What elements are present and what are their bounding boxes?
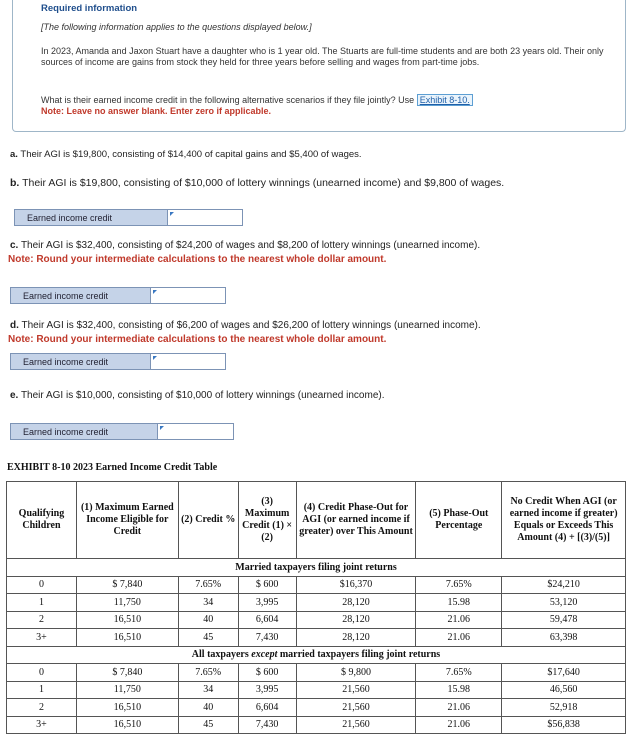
table-header-row (7, 482, 626, 559)
header-max-credit: (3) Maximum Credit (1) × (2) (238, 482, 296, 559)
answer-note: Note: Leave no answer blank. Enter zero if applicable. (41, 106, 272, 116)
question-letter: d. (10, 320, 19, 331)
table-cell: 21.06 (416, 716, 502, 734)
table-row (7, 576, 626, 594)
question-text: Their AGI is $32,400, consisting of $6,200 of wages and $26,200 of lottery winnings (unearned income). (21, 320, 481, 331)
table-cell: 46,560 (502, 681, 626, 699)
rounding-note-d: Note: Round your intermediate calculations to the nearest whole dollar amount. (8, 334, 387, 345)
table-row (7, 611, 626, 629)
header-phase-out-percent: (5) Phase-Out Percentage (416, 482, 502, 559)
table-cell: 40 (178, 699, 238, 717)
question-text: Their AGI is $10,000, consisting of $10,000 of lottery winnings (unearned income). (20, 390, 385, 401)
answer-row-e (10, 423, 234, 440)
question-letter: a. (10, 149, 18, 160)
italic-note: [The following information applies to the questions displayed below.] (41, 22, 312, 32)
table-row (7, 629, 626, 647)
table-cell: 34 (178, 681, 238, 699)
table-cell: 0 (7, 664, 77, 682)
question-text: Their AGI is $19,800, consisting of $14,400 of capital gains and $5,400 of wages. (20, 149, 362, 160)
table-cell: 21,560 (296, 699, 416, 717)
answer-label: Earned income credit (10, 287, 151, 304)
table-cell: 0 (7, 576, 77, 594)
table-cell: 3+ (7, 716, 77, 734)
required-title: Required information (41, 3, 138, 14)
table-cell: $ 600 (238, 576, 296, 594)
table-cell: 28,120 (296, 594, 416, 612)
table-cell: 52,918 (502, 699, 626, 717)
table-cell: 2 (7, 611, 77, 629)
table-cell: $24,210 (502, 576, 626, 594)
table-cell: 34 (178, 594, 238, 612)
table-cell: 63,398 (502, 629, 626, 647)
table-cell: $17,640 (502, 664, 626, 682)
table-cell: 1 (7, 594, 77, 612)
header-phase-out-start: (4) Credit Phase-Out for AGI (or earned income if greater) over This Amount (296, 482, 416, 559)
table-cell: 2 (7, 699, 77, 717)
table-cell: $ 7,840 (76, 576, 178, 594)
table-cell: 21.06 (416, 629, 502, 647)
table-cell: 45 (178, 716, 238, 734)
table-cell: 21.06 (416, 611, 502, 629)
table-cell: 45 (178, 629, 238, 647)
header-credit-percent: (2) Credit % (178, 482, 238, 559)
answer-input-b[interactable] (168, 209, 243, 226)
section-row (7, 559, 626, 577)
table-cell: 1 (7, 681, 77, 699)
scenario-paragraph: In 2023, Amanda and Jaxon Stuart have a daughter who is 1 year old. The Stuarts are full-time students and are both 23 years old. Their only sources of income are gains from stock they held for three years before selling and wages from part-time jobs. (41, 46, 604, 67)
table-cell: $ 7,840 (76, 664, 178, 682)
table-cell: 21,560 (296, 716, 416, 734)
question-letter: e. (10, 390, 19, 401)
table-cell: 16,510 (76, 629, 178, 647)
table-row (7, 699, 626, 717)
section-text: married taxpayers filing joint returns (279, 649, 441, 661)
section-text: All taxpayers (191, 649, 249, 661)
section-married-joint: Married taxpayers filing joint returns (7, 559, 626, 577)
table-cell: 6,604 (238, 611, 296, 629)
table-cell: 28,120 (296, 611, 416, 629)
question-text: Their AGI is $19,800, consisting of $10,000 of lottery winnings (unearned income) and $9,800 of wages. (22, 177, 505, 189)
table-cell: 11,750 (76, 594, 178, 612)
table-cell: 7.65% (178, 576, 238, 594)
main-question-text: What is their earned income credit in the following alternative scenarios if they file jointly? Use (41, 95, 415, 105)
table-row (7, 594, 626, 612)
table-cell: 53,120 (502, 594, 626, 612)
table-row (7, 681, 626, 699)
table-cell: $16,370 (296, 576, 416, 594)
exhibit-title: EXHIBIT 8-10 2023 Earned Income Credit Table (7, 462, 218, 473)
table-row (7, 716, 626, 734)
table-cell: 7.65% (416, 664, 502, 682)
table-cell: 16,510 (76, 611, 178, 629)
question-e (10, 390, 385, 401)
table-cell: 59,478 (502, 611, 626, 629)
section-all-except (7, 646, 626, 664)
table-cell: 40 (178, 611, 238, 629)
table-cell: 7.65% (416, 576, 502, 594)
table-cell: 3,995 (238, 594, 296, 612)
required-information-panel (12, 0, 626, 132)
header-max-earned-income: (1) Maximum Earned Income Eligible for Credit (76, 482, 178, 559)
section-row (7, 646, 626, 664)
table-row (7, 664, 626, 682)
question-c (10, 240, 480, 251)
question-d (10, 320, 481, 331)
earned-income-credit-table (6, 481, 626, 734)
answer-row-d (10, 353, 226, 370)
answer-row-c (10, 287, 226, 304)
table-cell: 6,604 (238, 699, 296, 717)
table-cell: 28,120 (296, 629, 416, 647)
rounding-note-c: Note: Round your intermediate calculations to the nearest whole dollar amount. (8, 254, 387, 265)
table-cell: $ 9,800 (296, 664, 416, 682)
table-cell: 7,430 (238, 629, 296, 647)
table-cell: 11,750 (76, 681, 178, 699)
table-cell: 21.06 (416, 699, 502, 717)
answer-label: Earned income credit (10, 423, 158, 440)
table-cell: 3+ (7, 629, 77, 647)
answer-input-d[interactable] (151, 353, 226, 370)
table-cell: $56,838 (502, 716, 626, 734)
table-cell: 16,510 (76, 699, 178, 717)
header-no-credit-amount: No Credit When AGI (or earned income if greater) Equals or Exceeds This Amount (4) + [(3)/(5)] (502, 482, 626, 559)
table-cell: 7,430 (238, 716, 296, 734)
table-cell: 21,560 (296, 681, 416, 699)
table-cell: 15.98 (416, 681, 502, 699)
table-cell: 3,995 (238, 681, 296, 699)
question-letter: c. (10, 240, 19, 251)
table-cell: 15.98 (416, 594, 502, 612)
question-a (10, 149, 362, 160)
question-text: Their AGI is $32,400, consisting of $24,200 of wages and $8,200 of lottery winnings (unearned income). (20, 240, 481, 251)
table-cell: 16,510 (76, 716, 178, 734)
main-question (41, 94, 473, 106)
answer-label: Earned income credit (10, 353, 151, 370)
question-letter: b. (10, 177, 20, 189)
answer-input-c[interactable] (151, 287, 226, 304)
question-b (10, 177, 504, 189)
answer-input-e[interactable] (158, 423, 234, 440)
section-text: except (251, 649, 278, 661)
answer-label: Earned income credit (14, 209, 168, 226)
exhibit-link[interactable]: Exhibit 8-10. (417, 94, 473, 106)
table-cell: $ 600 (238, 664, 296, 682)
table-cell: 7.65% (178, 664, 238, 682)
answer-row-b (14, 209, 243, 226)
header-qualifying-children: Qualifying Children (7, 482, 77, 559)
